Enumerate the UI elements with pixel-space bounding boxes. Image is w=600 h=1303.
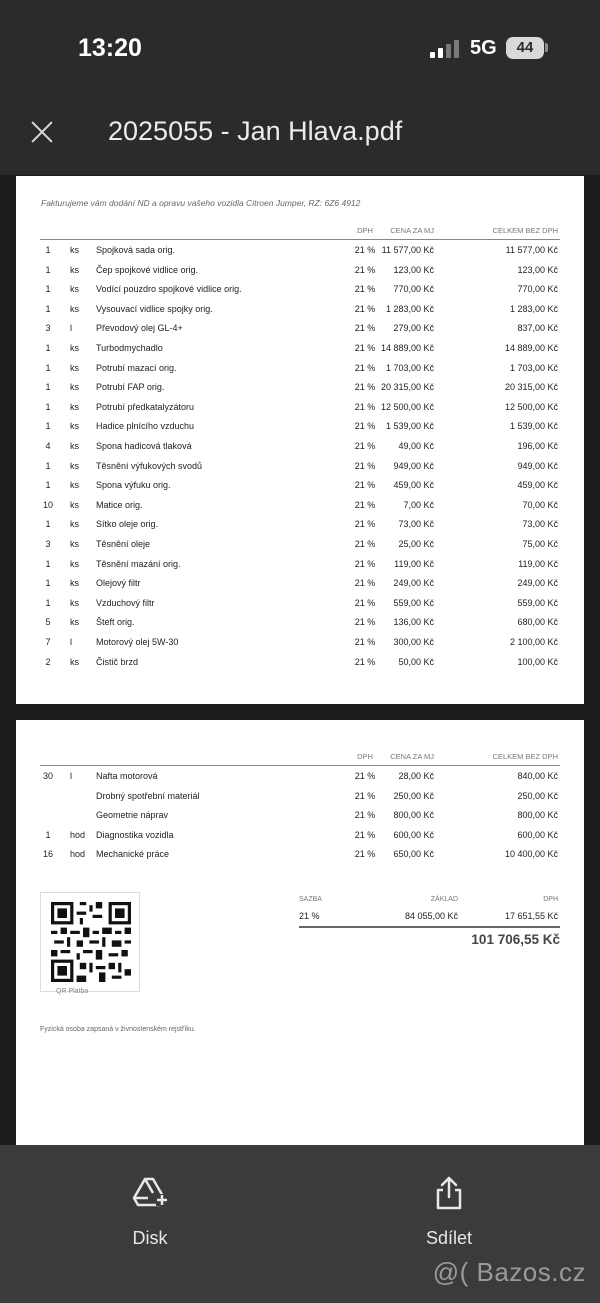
col-vat: DPH (357, 752, 373, 761)
item-unit-price: 49,00 Kč (398, 441, 434, 451)
item-unit-price: 119,00 Kč (394, 558, 434, 569)
item-vat: 21 % (354, 401, 376, 412)
table-row (40, 791, 560, 811)
item-vat: 21 % (354, 771, 376, 781)
item-qty: 1 (45, 245, 51, 255)
item-name: Motorový olej 5W-30 (96, 637, 179, 647)
table-row (40, 500, 560, 520)
item-unit-price: 28,00 Kč (398, 771, 434, 781)
item-qty: 1 (45, 362, 51, 373)
network-type: 5G (470, 37, 497, 59)
item-unit: ks (70, 578, 79, 589)
item-total: 250,00 Kč (517, 790, 558, 801)
item-unit-price: 1 539,00 Kč (385, 421, 434, 432)
col-unit-price: CENA ZA MJ (390, 752, 434, 761)
item-unit: ks (70, 499, 79, 510)
item-vat: 21 % (354, 539, 376, 549)
item-qty: 1 (45, 284, 51, 295)
table-row (40, 519, 560, 539)
item-vat: 21 % (354, 303, 376, 314)
item-vat: 21 % (354, 656, 376, 667)
table-row (40, 402, 560, 422)
item-name: Čep spojkové vidlice orig. (96, 264, 199, 275)
item-name: Hadice plnícího vzduchu (96, 421, 195, 432)
disk-label: Disk (132, 1228, 168, 1248)
item-unit: ks (70, 303, 79, 314)
table-row (40, 323, 560, 343)
item-qty: 4 (45, 441, 51, 451)
item-unit-price: 20 315,00 Kč (380, 382, 434, 393)
item-unit-price: 800,00 Kč (393, 810, 434, 821)
battery-icon (506, 37, 544, 59)
item-vat: 21 % (354, 421, 376, 432)
table-row (40, 461, 560, 481)
summary-rate-label: SAZBA (299, 896, 322, 903)
item-name: Vzduchový filtr (96, 597, 155, 608)
table-header (40, 752, 560, 766)
item-name: Čistič brzd (96, 656, 139, 667)
item-total: 949,00 Kč (517, 460, 558, 471)
grand-total: 101 706,55 Kč (471, 932, 560, 947)
watermark: @( Bazos.cz (432, 1257, 586, 1287)
item-vat: 21 % (354, 637, 376, 647)
summary-divider (299, 926, 560, 928)
table-row (40, 657, 560, 677)
item-name: Turbodmychadlo (96, 343, 163, 353)
item-vat: 21 % (354, 519, 376, 530)
item-name: Olejový filtr (96, 578, 141, 589)
status-time: 13:20 (78, 34, 142, 62)
item-total: 20 315,00 Kč (504, 382, 558, 393)
item-total: 75,00 Kč (522, 539, 558, 549)
item-name: Potrubí mazací orig. (96, 362, 177, 373)
item-unit-price: 1 283,00 Kč (385, 303, 434, 314)
item-vat: 21 % (354, 597, 376, 608)
summary-base-label: ZÁKLAD (430, 896, 458, 903)
item-qty: 1 (45, 829, 51, 840)
item-vat: 21 % (354, 829, 376, 840)
item-name: Šteft orig. (96, 617, 135, 628)
item-name: Potrubí předkatalyzátoru (96, 401, 195, 412)
item-name: Vodící pouzdro spojkové vidlice orig. (96, 284, 242, 295)
item-qty: 1 (45, 264, 51, 275)
summary-base: 84 055,00 Kč (404, 911, 458, 921)
item-total: 2 100,00 Kč (509, 637, 558, 647)
item-name: Těsnění mazání orig. (96, 558, 181, 569)
item-total: 196,00 Kč (517, 441, 558, 451)
item-unit: l (70, 771, 72, 781)
item-unit-price: 279,00 Kč (393, 323, 434, 334)
item-name: Těsnění oleje (96, 539, 151, 549)
item-total: 837,00 Kč (517, 323, 558, 334)
item-vat: 21 % (354, 362, 376, 373)
item-unit: ks (70, 597, 79, 608)
pdf-page-1[interactable] (16, 176, 584, 704)
table-row (40, 598, 560, 618)
item-total: 73,00 Kč (522, 519, 558, 530)
item-qty: 1 (45, 578, 51, 589)
top-bar (0, 0, 600, 175)
item-unit-price: 949,00 Kč (393, 460, 434, 471)
item-total: 1 283,00 Kč (509, 303, 558, 314)
table-row (40, 284, 560, 304)
item-unit-price: 600,00 Kč (393, 829, 434, 840)
item-unit: l (70, 637, 72, 647)
qr-code (40, 892, 140, 992)
item-unit: ks (70, 401, 79, 412)
item-unit-price: 73,00 Kč (398, 519, 434, 530)
item-name: Matice orig. (96, 499, 143, 510)
table-row (40, 343, 560, 363)
item-vat: 21 % (354, 323, 376, 334)
item-total: 770,00 Kč (517, 284, 558, 295)
item-qty: 7 (45, 637, 51, 647)
item-unit-price: 300,00 Kč (393, 637, 434, 647)
col-vat: DPH (357, 226, 373, 235)
table-row (40, 441, 560, 461)
item-name: Sítko oleje orig. (96, 519, 159, 530)
item-unit-price: 250,00 Kč (393, 790, 434, 801)
item-vat: 21 % (354, 441, 376, 451)
item-total: 12 500,00 Kč (504, 401, 558, 412)
share-label: Sdílet (425, 1228, 473, 1248)
item-total: 100,00 Kč (517, 656, 558, 667)
col-total: CELKEM BEZ DPH (492, 226, 558, 235)
item-total: 680,00 Kč (517, 617, 558, 628)
table-row (40, 810, 560, 830)
item-name: Nafta motorová (96, 771, 158, 781)
item-vat: 21 % (354, 460, 376, 471)
item-qty: 5 (45, 617, 51, 628)
item-unit: ks (70, 245, 79, 255)
item-unit-price: 25,00 Kč (398, 539, 434, 549)
item-vat: 21 % (354, 617, 376, 628)
item-unit: l (70, 323, 72, 334)
item-name: Spojková sada orig. (96, 245, 176, 255)
item-unit-price: 559,00 Kč (393, 597, 434, 608)
item-qty: 10 (42, 499, 53, 510)
item-unit: hod (70, 849, 86, 860)
item-unit: ks (70, 421, 79, 432)
table-row (40, 559, 560, 579)
item-unit-price: 11 577,00 Kč (381, 245, 434, 255)
item-vat: 21 % (354, 264, 376, 275)
qr-label: QR Platba (56, 988, 89, 995)
item-qty: 1 (45, 558, 51, 569)
close-icon[interactable] (22, 112, 62, 152)
item-total: 119,00 Kč (518, 558, 558, 569)
item-unit-price: 136,00 Kč (393, 617, 434, 628)
item-name: Geometrie náprav (96, 810, 169, 821)
item-vat: 21 % (354, 849, 376, 860)
item-total: 1 539,00 Kč (509, 421, 558, 432)
item-total: 70,00 Kč (522, 499, 558, 510)
item-unit: ks (70, 343, 79, 353)
battery-level: 44 (516, 39, 534, 56)
signal-icon (430, 38, 462, 58)
item-unit: ks (70, 460, 79, 471)
item-name: Vysouvací vidlice spojky orig. (96, 303, 213, 314)
item-qty: 1 (45, 480, 51, 491)
item-name: Spona výfuku orig. (96, 480, 171, 491)
item-name: Diagnostika vozidla (96, 829, 174, 840)
item-unit: ks (70, 617, 79, 628)
table-row (40, 304, 560, 324)
item-unit: ks (70, 284, 79, 295)
item-unit-price: 650,00 Kč (393, 849, 434, 860)
footnote: Fyzická osoba zapsaná v živnostenském rejstříku. (40, 1026, 196, 1033)
item-qty: 3 (45, 539, 51, 549)
item-qty: 2 (45, 656, 51, 667)
item-unit-price: 770,00 Kč (393, 284, 434, 295)
share-button[interactable] (389, 1175, 509, 1249)
item-qty: 1 (45, 597, 51, 608)
item-unit: ks (70, 558, 79, 569)
item-total: 559,00 Kč (517, 597, 558, 608)
item-qty: 1 (45, 421, 51, 432)
drive-add-icon (132, 1175, 168, 1211)
table-row (40, 480, 560, 500)
item-qty: 1 (45, 460, 51, 471)
table-row (40, 245, 560, 265)
item-total: 459,00 Kč (517, 480, 558, 491)
col-unit-price: CENA ZA MJ (390, 226, 434, 235)
item-vat: 21 % (354, 480, 376, 491)
item-qty: 1 (45, 382, 51, 393)
item-vat: 21 % (354, 284, 376, 295)
item-unit: ks (70, 362, 79, 373)
share-icon (431, 1175, 467, 1211)
item-vat: 21 % (354, 245, 376, 255)
item-qty: 30 (42, 771, 53, 781)
disk-button[interactable] (90, 1175, 210, 1249)
item-qty: 1 (45, 401, 51, 412)
table-row (40, 617, 560, 637)
item-total: 14 889,00 Kč (504, 343, 558, 353)
item-name: Převodový olej GL-4+ (96, 323, 183, 334)
item-unit-price: 1 703,00 Kč (385, 362, 434, 373)
item-unit: ks (70, 539, 79, 549)
item-vat: 21 % (354, 499, 376, 510)
item-unit-price: 14 889,00 Kč (380, 343, 434, 353)
table-row (40, 265, 560, 285)
summary-vat: 17 651,55 Kč (504, 911, 558, 921)
item-vat: 21 % (354, 382, 376, 393)
item-qty: 3 (45, 323, 51, 334)
table-row (40, 578, 560, 598)
item-name: Spona hadicová tlaková (96, 441, 192, 451)
summary-rate: 21 % (299, 911, 320, 921)
table-row (40, 363, 560, 383)
item-total: 1 703,00 Kč (509, 362, 558, 373)
document-title: 2025055 - Jan Hlava.pdf (108, 116, 403, 146)
item-total: 249,00 Kč (517, 578, 558, 589)
item-vat: 21 % (354, 578, 376, 589)
table-row (40, 771, 560, 791)
table-row (40, 849, 560, 869)
item-name: Potrubí FAP orig. (96, 382, 165, 393)
item-qty: 1 (45, 343, 51, 353)
item-unit-price: 249,00 Kč (393, 578, 434, 589)
item-unit: ks (70, 264, 79, 275)
table-row (40, 830, 560, 850)
item-qty: 1 (45, 519, 51, 530)
item-total: 800,00 Kč (517, 810, 558, 821)
summary-vat-label: DPH (543, 896, 558, 903)
item-unit: ks (70, 441, 79, 451)
table-row (40, 539, 560, 559)
item-qty: 1 (45, 303, 51, 314)
item-vat: 21 % (354, 810, 376, 821)
item-unit: ks (70, 382, 79, 393)
table-row (40, 421, 560, 441)
item-total: 11 577,00 Kč (505, 245, 558, 255)
table-row (40, 382, 560, 402)
item-unit-price: 12 500,00 Kč (380, 401, 434, 412)
item-vat: 21 % (354, 558, 376, 569)
qr-code-icon (51, 902, 131, 982)
battery-tip (545, 43, 548, 52)
table-row (40, 637, 560, 657)
item-total: 600,00 Kč (517, 829, 558, 840)
item-unit-price: 459,00 Kč (393, 480, 434, 491)
item-name: Drobný spotřební materiál (96, 790, 200, 801)
item-unit: ks (70, 656, 79, 667)
item-total: 840,00 Kč (517, 771, 558, 781)
item-total: 10 400,00 Kč (504, 849, 558, 860)
item-name: Mechanické práce (96, 849, 170, 860)
item-unit: ks (70, 519, 79, 530)
item-unit-price: 50,00 Kč (398, 656, 434, 667)
invoice-intro: Fakturujeme vám dodání ND a opravu vašeho vozidla Citroen Jumper, RZ: 6Z6 4912 (41, 198, 361, 208)
col-total: CELKEM BEZ DPH (492, 752, 558, 761)
item-unit-price: 7,00 Kč (403, 499, 434, 510)
item-vat: 21 % (354, 790, 376, 801)
item-total: 123,00 Kč (517, 264, 558, 275)
table-header (40, 226, 560, 240)
item-name: Těsnění výfukových svodů (96, 460, 203, 471)
item-unit: hod (70, 829, 86, 840)
item-unit: ks (70, 480, 79, 491)
item-vat: 21 % (354, 343, 376, 353)
item-qty: 16 (42, 849, 53, 860)
item-unit-price: 123,00 Kč (393, 264, 434, 275)
pdf-page-2[interactable] (16, 720, 584, 1150)
